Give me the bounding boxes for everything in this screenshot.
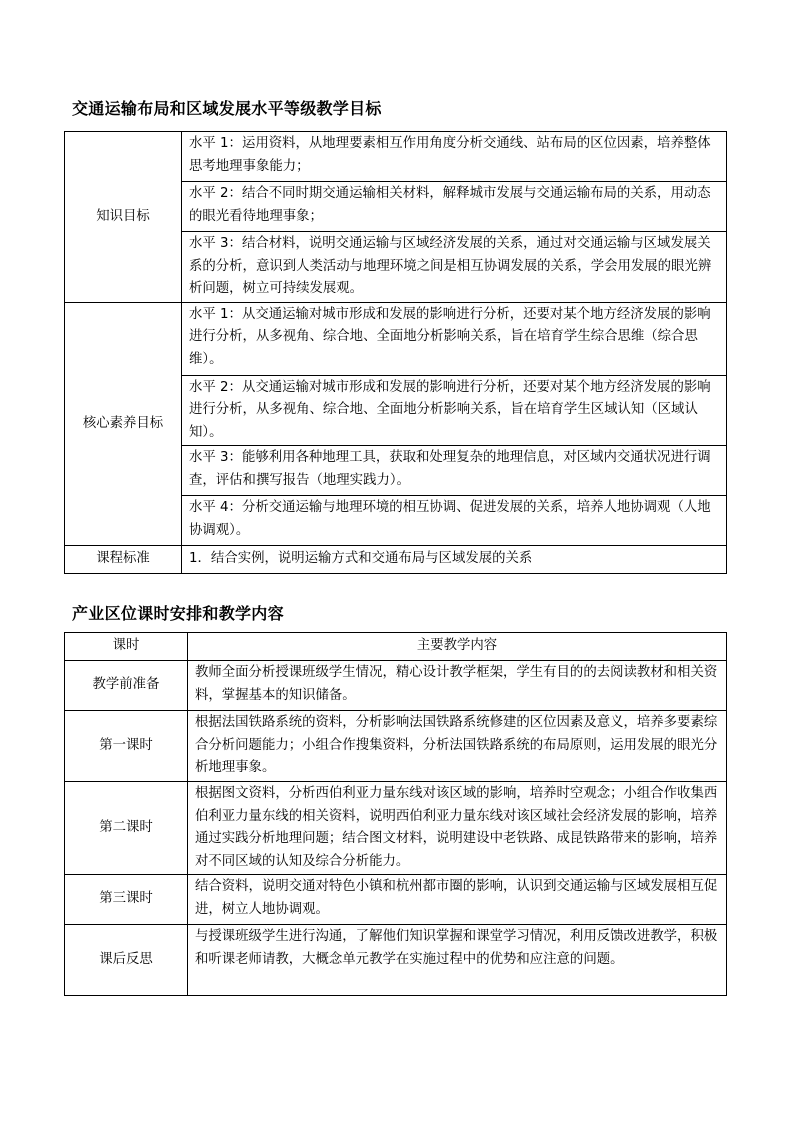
row-prep-period: 教学前准备	[65, 661, 188, 711]
core-literacy-goals-label: 核心素养目标	[65, 302, 182, 546]
teaching-goals-table	[64, 131, 727, 574]
header-period: 课时	[65, 633, 188, 661]
header-content: 主要教学内容	[188, 633, 727, 661]
section2-title: 产业区位课时安排和教学内容	[72, 604, 284, 623]
knowledge-level-2: 水平 2：结合不同时期交通运输相关材料，解释城市发展与交通运输布局的关系，用动态的眼光看待地理事象；	[182, 182, 727, 232]
core-level-3: 水平 3：能够利用各种地理工具，获取和处理复杂的地理信息，对区域内交通状况进行调查，评估和撰写报告（地理实践力）。	[182, 446, 727, 496]
row-lesson2-period: 第二课时	[65, 782, 188, 875]
knowledge-level-3: 水平 3：结合材料，说明交通运输与区域经济发展的关系，通过对交通运输与区域发展关系的分析，意识到人类活动与地理环境之间是相互协调发展的关系，学会用发展的眼光辨析问题，树立可持续发展观。	[182, 232, 727, 303]
row-prep-content: 教师全面分析授课班级学生情况，精心设计教学框架，学生有目的的去阅读教材和相关资料，掌握基本的知识储备。	[188, 661, 727, 711]
section1-title: 交通运输布局和区域发展水平等级教学目标	[72, 99, 382, 118]
schedule-table	[64, 632, 727, 996]
curriculum-standard-label: 课程标准	[65, 546, 182, 574]
row-lesson3-content: 结合资料，说明交通对特色小镇和杭州都市圈的影响，认识到交通运输与区域发展相互促进，树立人地协调观。	[188, 875, 727, 925]
row-lesson3-period: 第三课时	[65, 875, 188, 925]
row-reflection-content: 与授课班级学生进行沟通，了解他们知识掌握和课堂学习情况，利用反馈改进教学，积极和听课老师请教，大概念单元教学在实施过程中的优势和应注意的问题。	[188, 925, 727, 996]
knowledge-level-1: 水平 1：运用资料，从地理要素相互作用角度分析交通线、站布局的区位因素，培养整体思考地理事象能力；	[182, 132, 727, 182]
row-lesson1-content: 根据法国铁路系统的资料，分析影响法国铁路系统修建的区位因素及意义，培养多要素综合分析问题能力；小组合作搜集资料，分析法国铁路系统的布局原则，运用发展的眼光分析地理事象。	[188, 711, 727, 782]
row-lesson1-period: 第一课时	[65, 711, 188, 782]
curriculum-standard-text: 1．结合实例，说明运输方式和交通布局与区域发展的关系	[182, 546, 727, 574]
row-reflection-period: 课后反思	[65, 925, 188, 996]
knowledge-goals-label: 知识目标	[65, 132, 182, 303]
core-level-4: 水平 4：分析交通运输与地理环境的相互协调、促进发展的关系，培养人地协调观（人地协调观）。	[182, 496, 727, 546]
core-level-2: 水平 2：从交通运输对城市形成和发展的影响进行分析，还要对某个地方经济发展的影响进行分析，从多视角、综合地、全面地分析影响关系，旨在培育学生区域认知（区域认知）。	[182, 375, 727, 446]
row-lesson2-content: 根据图文资料，分析西伯利亚力量东线对该区域的影响，培养时空观念；小组合作收集西伯利亚力量东线的相关资料，说明西伯利亚力量东线对该区域社会经济发展的影响，培养通过实践分析地理问题；结合图文材料，说明建设中老铁路、成昆铁路带来的影响，培养对不同区域的认知及综合分析能力。	[188, 782, 727, 875]
core-level-1: 水平 1：从交通运输对城市形成和发展的影响进行分析，还要对某个地方经济发展的影响进行分析，从多视角、综合地、全面地分析影响关系，旨在培育学生综合思维（综合思维）。	[182, 302, 727, 375]
